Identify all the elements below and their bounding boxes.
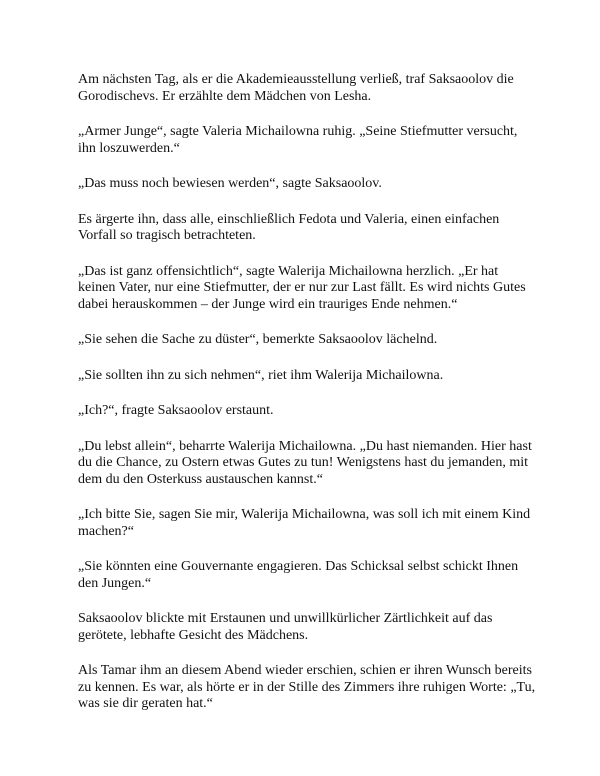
paragraph-10: „Ich bitte Sie, sagen Sie mir, Walerija Michailowna, was soll ich mit einem Kind machen?“ — [78, 507, 531, 539]
paragraph-11: „Sie könnten eine Gouvernante engagieren. Das Schicksal selbst schickt Ihnen den Jungen.“ — [78, 559, 519, 591]
paragraph-1: Am nächsten Tag, als er die Akademieausstellung verließ, traf Saksaoolov die Gorodischevs. Er erzählte dem Mädchen von Lesha. — [78, 72, 514, 104]
paragraph-7: „Sie sollten ihn zu sich nehmen“, riet ihm Walerija Michailowna. — [78, 367, 444, 383]
paragraph-13: Als Tamar ihm an diesem Abend wieder erschien, schien er ihren Wunsch bereits zu kennen. Es war, als hörte er in der Stille des Zimmers ihre ruhigen Worte: „Tu, was sie dir geraten hat.“ — [78, 663, 536, 711]
paragraph-12: Saksaoolov blickte mit Erstaunen und unwillkürlicher Zärtlichkeit auf das gerötete, lebhafte Gesicht des Mädchens. — [78, 611, 493, 643]
document-text-body — [78, 72, 538, 732]
paragraph-2: „Armer Junge“, sagte Valeria Michailowna ruhig. „Seine Stiefmutter versucht, ihn loszuwerden.“ — [78, 124, 518, 156]
paragraph-6: „Sie sehen die Sache zu düster“, bemerkte Saksaoolov lächelnd. — [78, 332, 438, 347]
paragraph-4: Es ärgerte ihn, dass alle, einschließlich Fedota und Valeria, einen einfachen Vorfall so tragisch betrachteten. — [78, 211, 500, 243]
paragraph-3: „Das muss noch bewiesen werden“, sagte Saksaoolov. — [78, 176, 382, 191]
paragraph-9: „Du lebst allein“, beharrte Walerija Michailowna. „Du hast niemanden. Hier hast du die Chance, zu Ostern etwas Gutes zu tun! Wenigstens hast du jemanden, mit dem du den Osterkuss austauschen kannst.“ — [78, 438, 532, 487]
paragraph-8: „Ich?“, fragte Saksaoolov erstaunt. — [78, 403, 274, 418]
paragraph-5: „Das ist ganz offensichtlich“, sagte Walerija Michailowna herzlich. „Er hat keinen Vater, nur eine Stiefmutter, der er nur zur Last fällt. Es wird nichts Gutes dabei herauskommen – der Junge wird ein trauriges Ende nehmen.“ — [78, 263, 526, 312]
